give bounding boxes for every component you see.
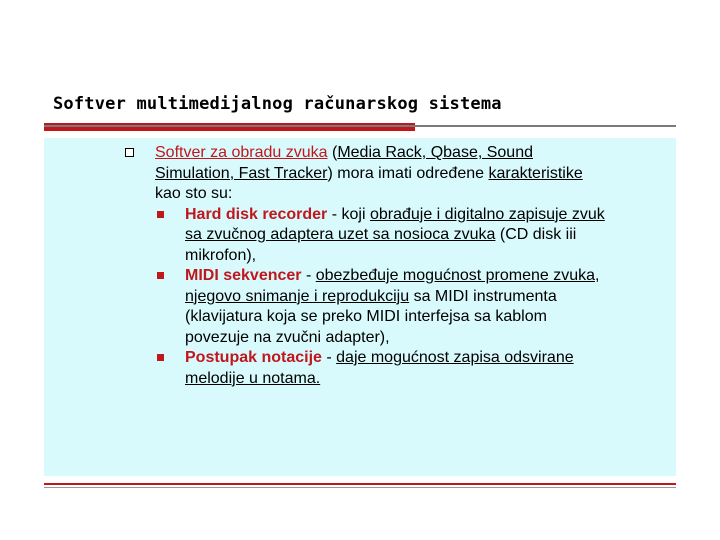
main-item-line-3	[155, 184, 670, 205]
sub-item-line	[185, 348, 670, 369]
filled-square-bullet-icon	[157, 272, 164, 279]
sub-item-text: obrađuje i digitalno zapisuje zvuk	[369, 205, 605, 223]
sub-item-text: - koji	[327, 205, 370, 223]
sub-item-text: -	[301, 267, 316, 284]
sub-item-term: Hard disk recorder	[185, 205, 328, 223]
main-item-ending: kao sto su:	[155, 185, 233, 202]
sub-item-term: MIDI sekvencer	[185, 267, 302, 284]
sub-item-text: sa MIDI instrumenta	[409, 287, 557, 305]
main-item-line-2	[155, 164, 670, 185]
footer-divider	[44, 487, 676, 488]
sub-item-line	[185, 307, 670, 328]
sub-list-item	[155, 205, 670, 267]
main-item-line-1	[155, 143, 670, 164]
sub-list-item	[155, 266, 670, 348]
sub-item-text: obezbeđuje mogućnost promene zvuka,	[315, 267, 600, 284]
sub-item-text: (klavijatura koja se preko MIDI interfejsa sa kablom	[185, 308, 547, 325]
sub-item-line	[185, 266, 670, 287]
sub-item-text: sa zvučnog adaptera uzet sa nosioca zvuka	[185, 226, 496, 243]
sub-item-line	[185, 287, 670, 308]
title-divider	[44, 125, 676, 127]
sub-item-line	[185, 225, 670, 246]
sub-item-line	[185, 246, 670, 267]
apps-list-part-1: Media Rack, Qbase, Sound	[337, 144, 533, 161]
sub-item-text: melodije u notama.	[185, 369, 321, 387]
sub-item-line	[185, 369, 670, 390]
sub-item-line	[185, 328, 670, 349]
hollow-square-bullet-icon	[125, 148, 134, 157]
sub-item-text: -	[321, 349, 337, 366]
main-item-lead: Softver za obradu zvuka	[155, 144, 328, 161]
sub-list	[155, 205, 670, 390]
main-item-keyword: karakteristike	[488, 164, 583, 182]
sub-item-text: mikrofon),	[185, 246, 257, 264]
bullet-list	[155, 143, 670, 389]
sub-item-term: Postupak notacije	[185, 349, 322, 366]
sub-item-text: povezuje na zvučni adapter),	[185, 328, 390, 346]
slide-title: Softver multimedijalnog računarskog sistema	[53, 94, 502, 114]
filled-square-bullet-icon	[157, 211, 164, 218]
paren-open: (	[327, 144, 338, 161]
filled-square-bullet-icon	[157, 354, 164, 361]
footer-accent-line	[44, 483, 676, 485]
sub-item-text: (CD disk iii	[495, 226, 577, 243]
sub-item-line	[185, 205, 670, 226]
sub-list-item	[155, 348, 670, 389]
sub-item-text: daje mogućnost zapisa odsvirane	[336, 349, 574, 366]
apps-list-part-2: Simulation, Fast Tracker	[155, 164, 328, 182]
sub-item-text: njegovo snimanje i reprodukciju	[185, 287, 410, 305]
main-item-tail: ) mora imati određene	[327, 164, 489, 182]
